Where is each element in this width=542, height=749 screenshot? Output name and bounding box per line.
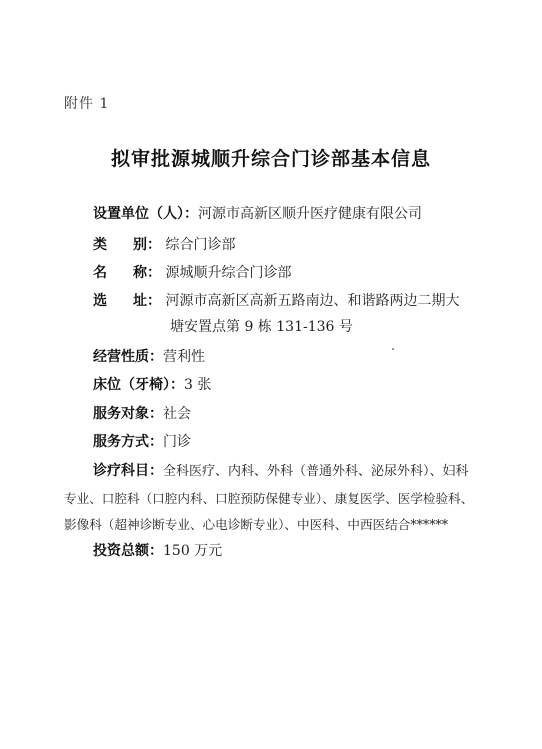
field-service-target-value: 社会 (163, 406, 191, 422)
field-beds-value: 3 张 (184, 377, 212, 393)
field-scope (93, 460, 469, 480)
field-service-mode-label: 服务方式： (93, 434, 163, 450)
field-unit (93, 203, 422, 223)
field-address-label-1: 选 (93, 293, 107, 309)
field-service-target-label: 服务对象： (93, 406, 163, 422)
field-category (93, 234, 235, 254)
field-address-label (93, 290, 161, 310)
field-address (93, 290, 459, 310)
scan-speck (392, 348, 394, 350)
field-category-label (93, 234, 161, 254)
field-category-label-2: 别： (133, 237, 161, 253)
field-beds (93, 374, 211, 394)
field-scope-line3: 影像科（超神诊断专业、心电诊断专业）、中医科、中西医结合****** (64, 517, 449, 532)
field-nature-label: 经营性质： (93, 349, 163, 365)
field-nature-value: 营利性 (163, 349, 205, 365)
attachment-label: 附件 1 (64, 96, 110, 112)
field-scope-label: 诊疗科目： (93, 463, 163, 479)
field-beds-label: 床位（牙椅）： (93, 377, 184, 393)
field-investment-label: 投资总额： (93, 543, 163, 559)
field-category-label-1: 类 (93, 237, 107, 253)
field-service-target (93, 403, 191, 423)
field-address-value-line2: 塘安置点第 9 栋 131-136 号 (170, 319, 353, 335)
field-nature (93, 346, 205, 366)
field-unit-label: 设置单位（人）： (93, 206, 198, 222)
field-unit-value: 河源市高新区顺升医疗健康有限公司 (198, 206, 422, 222)
field-name (93, 262, 291, 282)
field-name-label (93, 262, 161, 282)
field-investment (93, 540, 222, 560)
page-title: 拟审批源城顺升综合门诊部基本信息 (110, 148, 431, 170)
field-name-label-2: 称： (133, 265, 161, 281)
field-service-mode-value: 门诊 (163, 434, 191, 450)
field-address-value-line1: 河源市高新区高新五路南边、和谐路两边二期大 (165, 293, 460, 309)
field-address-label-2: 址： (133, 293, 161, 309)
field-service-mode (93, 431, 191, 451)
field-name-label-1: 名 (93, 265, 107, 281)
field-scope-line2: 专业、口腔科（口腔内科、口腔预防保健专业）、康复医学、医学检验科、 (64, 491, 474, 506)
field-scope-line1: 全科医疗、内科、外科（普通外科、泌尿外科）、妇科 (163, 464, 469, 479)
field-name-value: 源城顺升综合门诊部 (165, 265, 292, 281)
field-investment-value: 150 万元 (163, 543, 223, 559)
field-category-value: 综合门诊部 (165, 237, 236, 253)
